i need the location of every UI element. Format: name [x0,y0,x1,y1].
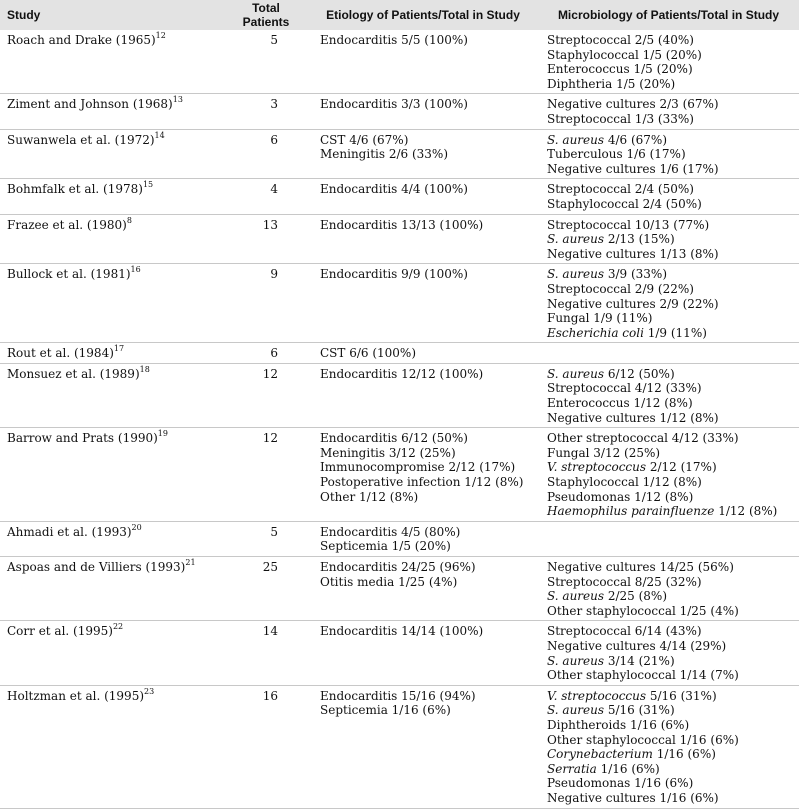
microbiology-item: S. aureus 5/16 (31%) [547,703,675,718]
microbiology-item: Diphtheroids 1/16 (6%) [547,717,690,732]
etiology-item: Septicemia 1/5 (20%) [320,539,451,554]
microbiology-item: S. aureus 4/6 (67%) [547,132,668,147]
microbiology-item: Streptococcal 4/12 (33%) [547,381,702,396]
microbiology-item: Pseudomonas 1/16 (6%) [547,776,694,791]
study-cell [0,521,224,556]
reference-number: 13 [172,95,183,105]
microbiology-cell [538,521,799,556]
table-row [0,521,799,556]
table-row [0,685,799,808]
study-cell [0,685,224,808]
microbiology-cell [538,30,799,94]
etiology-item: Postoperative infection 1/12 (8%) [320,475,524,490]
etiology-cell [308,621,538,685]
total-patients-cell: 16 [224,685,308,808]
study-cell [0,621,224,685]
microbiology-item: Diphtheria 1/5 (20%) [547,76,676,91]
microbiology-item: Streptococcal 8/25 (32%) [547,574,702,589]
microbiology-cell [538,343,799,364]
etiology-item: Septicemia 1/16 (6%) [320,703,451,718]
total-patients-cell: 14 [224,621,308,685]
study-cell [0,214,224,264]
etiology-cell [308,94,538,129]
study-cell [0,363,224,427]
total-patients-cell: 6 [224,129,308,179]
study-name: Bullock et al. (1981) [7,267,131,282]
microbiology-item: Streptococcal 1/3 (33%) [547,111,694,126]
header-study: Study [0,0,224,30]
study-name: Roach and Drake (1965) [7,33,156,47]
microbiology-item: Fungal 1/9 (11%) [547,311,653,326]
microbiology-item: Enterococcus 1/12 (8%) [547,396,693,411]
microbiology-item: Haemophilus parainfluenze 1/12 (8%) [547,504,778,519]
microbiology-cell [538,363,799,427]
total-patients-cell: 12 [224,363,308,427]
etiology-cell [308,428,538,522]
microbiology-item: Escherichia coli 1/9 (11%) [547,325,707,340]
etiology-cell [308,179,538,214]
study-name: Frazee et al. (1980) [7,217,127,232]
etiology-cell [308,521,538,556]
reference-number: 15 [142,180,154,190]
table-row [0,264,799,343]
microbiology-item: Streptococcal 2/9 (22%) [547,281,694,296]
etiology-item: Meningitis 3/12 (25%) [320,445,456,460]
etiology-item: Immunocompromise 2/12 (17%) [320,460,516,475]
reference-number: 8 [126,215,132,225]
etiology-item: CST 6/6 (100%) [320,346,417,361]
reference-number: 16 [130,265,141,275]
table-header-row [0,0,799,30]
reference-number: 23 [144,686,155,696]
microbiology-item: S. aureus 2/13 (15%) [547,232,675,247]
reference-number: 22 [112,622,124,632]
total-patients-cell: 5 [224,30,308,94]
header-microbiology: Microbiology of Patients/Total in Study [538,0,799,30]
study-name: Corr et al. (1995) [7,624,113,639]
total-patients-cell: 6 [224,343,308,364]
study-name: Aspoas and de Villiers (1993) [7,560,186,574]
etiology-item: Endocarditis 4/4 (100%) [320,182,468,197]
total-patients-cell: 3 [224,94,308,129]
study-cell [0,179,224,214]
etiology-item: Endocarditis 4/5 (80%) [320,524,461,539]
microbiology-cell [538,94,799,129]
table-row [0,363,799,427]
table-row [0,30,799,94]
study-cell [0,30,224,94]
header-etiology: Etiology of Patients/Total in Study [308,0,538,30]
etiology-cell [308,30,538,94]
microbiology-item: Negative cultures 1/16 (6%) [547,790,719,805]
table-row [0,621,799,685]
study-cell [0,343,224,364]
microbiology-cell [538,685,799,808]
header-total-patients: Total Patients [224,0,308,30]
etiology-item: CST 4/6 (67%) [320,132,409,147]
total-patients-cell: 25 [224,557,308,621]
etiology-item: Endocarditis 24/25 (96%) [320,560,476,574]
reference-number: 20 [131,522,142,532]
microbiology-item: Staphylococcal 1/12 (8%) [547,475,702,490]
table-row [0,428,799,522]
microbiology-item: Corynebacterium 1/16 (6%) [547,747,716,762]
microbiology-cell [538,214,799,264]
microbiology-cell [538,557,799,621]
microbiology-cell [538,179,799,214]
microbiology-item: Fungal 3/12 (25%) [547,445,661,460]
microbiology-item: Pseudomonas 1/12 (8%) [547,489,694,504]
microbiology-cell [538,264,799,343]
microbiology-item: Negative cultures 2/9 (22%) [547,296,719,311]
microbiology-item: Negative cultures 1/6 (17%) [547,161,719,176]
microbiology-item: Streptococcal 6/14 (43%) [547,624,702,639]
microbiology-item: Other staphylococcal 1/25 (4%) [547,603,739,618]
etiology-item: Endocarditis 3/3 (100%) [320,97,468,112]
etiology-cell [308,685,538,808]
etiology-item: Endocarditis 14/14 (100%) [320,624,484,639]
etiology-cell [308,343,538,364]
total-patients-cell: 13 [224,214,308,264]
study-name: Ziment and Johnson (1968) [7,97,173,112]
etiology-item: Endocarditis 12/12 (100%) [320,366,484,381]
etiology-cell [308,264,538,343]
table-row [0,94,799,129]
microbiology-item: Negative cultures 1/13 (8%) [547,246,719,261]
table-row [0,214,799,264]
microbiology-item: Negative cultures 4/14 (29%) [547,638,727,653]
microbiology-item: S. aureus 6/12 (50%) [547,366,675,381]
total-patients-cell: 12 [224,428,308,522]
reference-number: 12 [155,31,166,40]
microbiology-item: S. aureus 3/9 (33%) [547,267,668,282]
etiology-cell [308,214,538,264]
microbiology-item: Negative cultures 14/25 (56%) [547,560,734,574]
etiology-item: Endocarditis 9/9 (100%) [320,267,468,282]
table-row [0,343,799,364]
study-name: Ahmadi et al. (1993) [7,524,132,539]
reference-number: 18 [139,364,150,374]
etiology-cell [308,557,538,621]
study-name: Monsuez et al. (1989) [7,366,140,381]
microbiology-item: V. streptococcus 5/16 (31%) [547,688,717,703]
microbiology-item: Enterococcus 1/5 (20%) [547,62,693,77]
etiology-item: Endocarditis 15/16 (94%) [320,688,476,703]
etiology-cell [308,363,538,427]
microbiology-cell [538,129,799,179]
reference-number: 14 [154,130,165,140]
etiology-item: Otitis media 1/25 (4%) [320,574,458,589]
study-cell [0,129,224,179]
table-row [0,557,799,621]
study-name: Holtzman et al. (1995) [7,688,145,703]
total-patients-cell: 4 [224,179,308,214]
table-body [0,30,799,808]
etiology-item: Endocarditis 13/13 (100%) [320,217,484,232]
microbiology-item: Negative cultures 2/3 (67%) [547,97,719,112]
microbiology-item: Staphylococcal 2/4 (50%) [547,196,702,211]
reference-number: 21 [185,558,196,567]
microbiology-cell [538,428,799,522]
etiology-item: Other 1/12 (8%) [320,489,419,504]
etiology-item: Endocarditis 6/12 (50%) [320,431,468,446]
microbiology-item: S. aureus 2/25 (8%) [547,589,668,604]
study-cell [0,428,224,522]
microbiology-item: Negative cultures 1/12 (8%) [547,410,719,425]
table-row [0,129,799,179]
microbiology-cell [538,621,799,685]
study-name: Suwanwela et al. (1972) [7,132,155,147]
microbiology-item: V. streptococcus 2/12 (17%) [547,460,717,475]
microbiology-item: Tuberculous 1/6 (17%) [547,147,686,162]
reference-number: 17 [113,344,125,354]
study-name: Bohmfalk et al. (1978) [7,182,143,197]
microbiology-item: Streptococcal 2/5 (40%) [547,33,694,47]
total-patients-cell: 5 [224,521,308,556]
microbiology-item: Serratia 1/16 (6%) [547,761,660,776]
microbiology-item: Other streptococcal 4/12 (33%) [547,431,739,446]
study-name: Rout et al. (1984) [7,346,114,361]
microbiology-item: Streptococcal 2/4 (50%) [547,182,694,197]
microbiology-item: Other staphylococcal 1/14 (7%) [547,668,739,683]
etiology-item: Endocarditis 5/5 (100%) [320,33,468,47]
study-name: Barrow and Prats (1990) [7,431,158,446]
total-patients-cell: 9 [224,264,308,343]
microbiology-item: Other staphylococcal 1/16 (6%) [547,732,739,747]
microbiology-item: S. aureus 3/14 (21%) [547,653,675,668]
etiology-item: Meningitis 2/6 (33%) [320,147,448,162]
etiology-cell [308,129,538,179]
study-cell [0,94,224,129]
microbiology-item: Staphylococcal 1/5 (20%) [547,47,702,62]
study-cell [0,557,224,621]
reference-number: 19 [157,429,168,439]
study-cell [0,264,224,343]
table-row [0,179,799,214]
microbiology-item: Streptococcal 10/13 (77%) [547,217,710,232]
